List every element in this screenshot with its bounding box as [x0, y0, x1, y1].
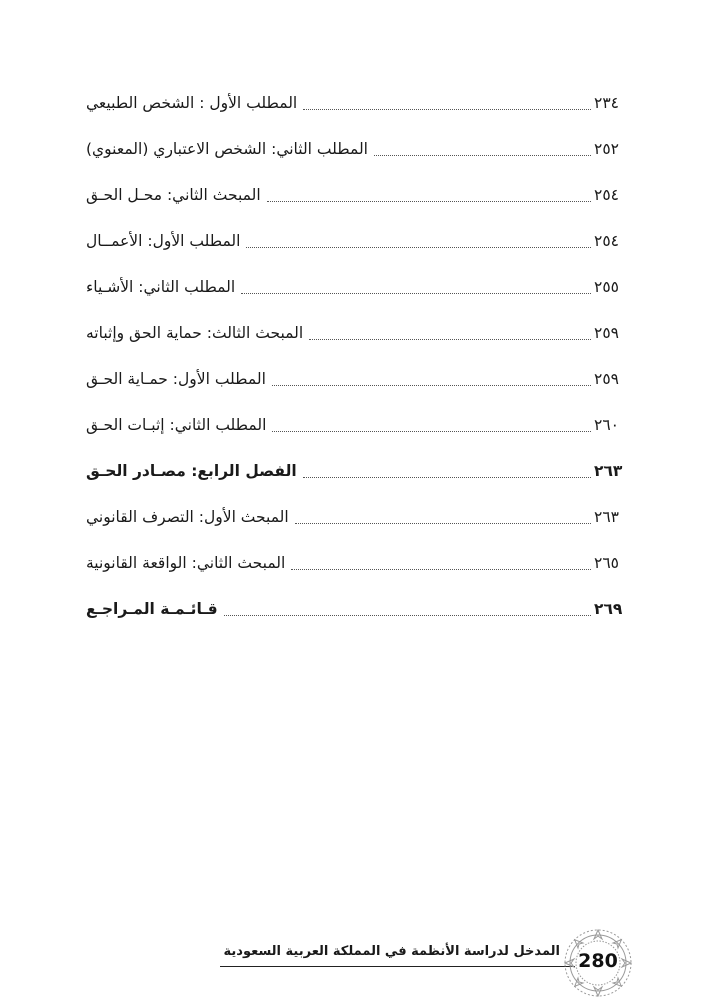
toc-dot-leader	[295, 523, 591, 524]
toc-entry-title: المطلب الأول: حمـاية الحـق	[86, 370, 266, 388]
toc-entry-page: ٢٥٢	[594, 140, 619, 158]
table-of-contents	[86, 80, 624, 632]
toc-entry[interactable]	[86, 172, 624, 218]
toc-dot-leader	[272, 431, 591, 432]
toc-dot-leader	[303, 109, 591, 110]
toc-dot-leader	[246, 247, 591, 248]
toc-dot-leader	[309, 339, 591, 340]
toc-entry[interactable]	[86, 402, 624, 448]
toc-entry-title: المبحث الثاني: محـل الحـق	[86, 186, 261, 204]
toc-entry-title: الفصل الرابع: مصـادر الحـق	[86, 462, 297, 480]
footer-book-title: المدخل لدراسة الأنظمة في المملكة العربية السعودية	[223, 944, 560, 959]
toc-entry-page: ٢٦٣	[594, 508, 619, 526]
toc-entry[interactable]	[86, 264, 624, 310]
toc-entry-title: المطلب الثاني: الشخص الاعتباري (المعنوي)	[86, 140, 368, 158]
toc-entry-page: ٢٦٣	[594, 462, 623, 480]
toc-entry[interactable]	[86, 126, 624, 172]
toc-entry[interactable]	[86, 218, 624, 264]
toc-entry-title: المطلب الأول: الأعمــال	[86, 232, 241, 250]
toc-entry[interactable]	[86, 540, 624, 586]
toc-entry-references[interactable]	[86, 586, 624, 632]
page-footer	[0, 925, 708, 1000]
toc-entry-page: ٢٦٠	[594, 416, 619, 434]
toc-entry-chapter[interactable]	[86, 448, 624, 494]
toc-dot-leader	[224, 615, 591, 616]
toc-entry-page: ٢٥٩	[594, 324, 619, 342]
toc-entry-title: المبحث الأول: التصرف القانوني	[86, 508, 289, 526]
page-number: 280	[578, 950, 618, 972]
toc-entry-title: المطلب الثاني: إثبـات الحـق	[86, 416, 267, 434]
toc-entry-page: ٢٥٩	[594, 370, 619, 388]
toc-entry-page: ٢٥٤	[594, 232, 619, 250]
toc-entry-page: ٢٦٥	[594, 554, 619, 572]
toc-entry-title: قـائـمـة المـراجـع	[86, 600, 218, 618]
toc-entry-title: المطلب الثاني: الأشـياء	[86, 278, 236, 296]
toc-entry-title: المبحث الثالث: حماية الحق وإثباته	[86, 324, 304, 342]
toc-dot-leader	[267, 201, 591, 202]
toc-dot-leader	[291, 569, 591, 570]
toc-entry[interactable]	[86, 80, 624, 126]
toc-entry[interactable]	[86, 356, 624, 402]
toc-dot-leader	[303, 477, 591, 478]
toc-entry[interactable]	[86, 310, 624, 356]
toc-entry-page: ٢٦٩	[594, 600, 623, 618]
toc-dot-leader	[374, 155, 591, 156]
toc-entry-page: ٢٥٥	[594, 278, 619, 296]
footer-rule	[220, 966, 575, 967]
toc-dot-leader	[272, 385, 591, 386]
toc-entry-page: ٢٣٤	[594, 94, 619, 112]
toc-entry-page: ٢٥٤	[594, 186, 619, 204]
toc-entry-title: المطلب الأول : الشخص الطبيعي	[86, 94, 298, 112]
toc-dot-leader	[241, 293, 591, 294]
toc-entry[interactable]	[86, 494, 624, 540]
toc-entry-title: المبحث الثاني: الواقعة القانونية	[86, 554, 286, 572]
